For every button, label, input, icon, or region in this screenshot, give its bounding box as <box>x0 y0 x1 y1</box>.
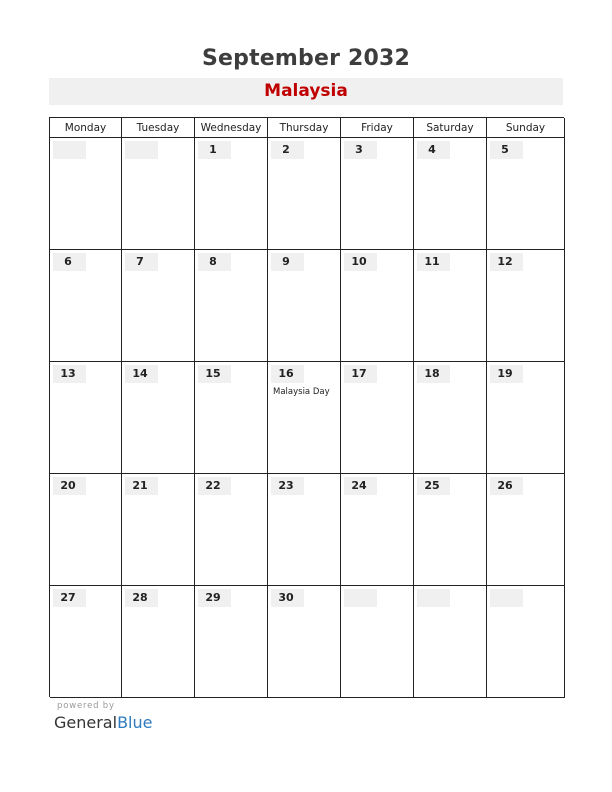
day-number: 8 <box>209 255 217 268</box>
day-cell-6[interactable] <box>50 250 122 362</box>
powered-by-text: powered by <box>57 701 115 711</box>
day-cell-11[interactable] <box>414 250 487 362</box>
day-number-box <box>271 253 304 271</box>
day-number: 28 <box>132 591 148 604</box>
generalblue-logo[interactable] <box>54 713 152 732</box>
empty-day-cell <box>50 138 122 250</box>
day-number-box <box>125 365 158 383</box>
day-number-box <box>271 365 304 383</box>
day-cell-13[interactable] <box>50 362 122 474</box>
day-cell-28[interactable] <box>122 586 195 698</box>
day-cell-2[interactable] <box>268 138 341 250</box>
day-cell-10[interactable] <box>341 250 414 362</box>
day-number-box <box>490 477 523 495</box>
day-number-box <box>344 589 377 607</box>
day-number-box <box>271 141 304 159</box>
day-number-box <box>125 589 158 607</box>
day-number: 12 <box>497 255 513 268</box>
brand-name-blue: Blue <box>117 713 153 732</box>
day-number: 27 <box>60 591 76 604</box>
day-number-box <box>198 141 231 159</box>
day-cell-30[interactable] <box>268 586 341 698</box>
brand-name-general: General <box>54 713 118 732</box>
weekday-header-saturday: Saturday <box>414 118 487 138</box>
day-number-box <box>53 477 86 495</box>
day-number-box <box>125 253 158 271</box>
day-cell-17[interactable] <box>341 362 414 474</box>
calendar-grid <box>49 117 564 697</box>
day-number-box <box>53 589 86 607</box>
day-number: 5 <box>501 143 509 156</box>
day-number: 10 <box>351 255 367 268</box>
calendar-title: September 2032 <box>201 46 411 71</box>
day-cell-7[interactable] <box>122 250 195 362</box>
day-number-box <box>417 253 450 271</box>
day-number-box <box>53 253 86 271</box>
day-cell-18[interactable] <box>414 362 487 474</box>
day-number: 26 <box>497 479 513 492</box>
day-number-box <box>198 589 231 607</box>
day-cell-23[interactable] <box>268 474 341 586</box>
day-cell-22[interactable] <box>195 474 268 586</box>
day-number: 18 <box>424 367 440 380</box>
day-cell-21[interactable] <box>122 474 195 586</box>
day-number: 11 <box>424 255 440 268</box>
day-number-box <box>490 365 523 383</box>
weekday-header-friday: Friday <box>341 118 414 138</box>
day-number: 1 <box>209 143 217 156</box>
day-number-box <box>53 365 86 383</box>
day-number-box <box>490 141 523 159</box>
day-cell-16[interactable] <box>268 362 341 474</box>
day-cell-1[interactable] <box>195 138 268 250</box>
weekday-header-tuesday: Tuesday <box>122 118 195 138</box>
day-number: 23 <box>278 479 294 492</box>
day-number-box <box>198 477 231 495</box>
holiday-label: Malaysia Day <box>273 387 330 397</box>
weekday-header-wednesday: Wednesday <box>195 118 268 138</box>
day-cell-15[interactable] <box>195 362 268 474</box>
day-number-box <box>344 477 377 495</box>
day-number: 17 <box>351 367 367 380</box>
day-number: 16 <box>278 367 294 380</box>
day-number-box <box>53 141 86 159</box>
day-number-box <box>198 253 231 271</box>
empty-day-cell <box>487 586 565 698</box>
day-number-box <box>417 589 450 607</box>
day-number: 3 <box>355 143 363 156</box>
day-cell-9[interactable] <box>268 250 341 362</box>
day-number: 13 <box>60 367 76 380</box>
day-cell-27[interactable] <box>50 586 122 698</box>
day-cell-20[interactable] <box>50 474 122 586</box>
day-number: 6 <box>64 255 72 268</box>
day-cell-25[interactable] <box>414 474 487 586</box>
country-name: Malaysia <box>264 81 348 101</box>
day-number: 19 <box>497 367 513 380</box>
empty-day-cell <box>122 138 195 250</box>
day-cell-4[interactable] <box>414 138 487 250</box>
day-number-box <box>271 589 304 607</box>
day-number: 21 <box>132 479 148 492</box>
day-number: 29 <box>205 591 221 604</box>
day-cell-24[interactable] <box>341 474 414 586</box>
day-cell-29[interactable] <box>195 586 268 698</box>
country-banner <box>49 78 563 105</box>
day-cell-26[interactable] <box>487 474 565 586</box>
day-number: 25 <box>424 479 440 492</box>
day-number-box <box>344 141 377 159</box>
weekday-header-thursday: Thursday <box>268 118 341 138</box>
day-cell-14[interactable] <box>122 362 195 474</box>
day-number-box <box>271 477 304 495</box>
weekday-header-sunday: Sunday <box>487 118 565 138</box>
day-number-box <box>198 365 231 383</box>
day-cell-19[interactable] <box>487 362 565 474</box>
day-number: 7 <box>136 255 144 268</box>
day-number: 20 <box>60 479 76 492</box>
day-cell-5[interactable] <box>487 138 565 250</box>
day-number: 2 <box>282 143 290 156</box>
day-number: 9 <box>282 255 290 268</box>
day-cell-3[interactable] <box>341 138 414 250</box>
day-number-box <box>417 365 450 383</box>
empty-day-cell <box>341 586 414 698</box>
day-number: 30 <box>278 591 294 604</box>
day-number-box <box>490 253 523 271</box>
day-number: 22 <box>205 479 221 492</box>
day-number: 15 <box>205 367 221 380</box>
day-cell-12[interactable] <box>487 250 565 362</box>
day-number-box <box>417 141 450 159</box>
day-number: 4 <box>428 143 436 156</box>
day-number-box <box>344 253 377 271</box>
day-cell-8[interactable] <box>195 250 268 362</box>
day-number-box <box>125 477 158 495</box>
day-number: 14 <box>132 367 148 380</box>
empty-day-cell <box>414 586 487 698</box>
day-number: 24 <box>351 479 367 492</box>
day-number-box <box>490 589 523 607</box>
day-number-box <box>344 365 377 383</box>
day-number-box <box>417 477 450 495</box>
day-number-box <box>125 141 158 159</box>
weekday-header-monday: Monday <box>50 118 122 138</box>
